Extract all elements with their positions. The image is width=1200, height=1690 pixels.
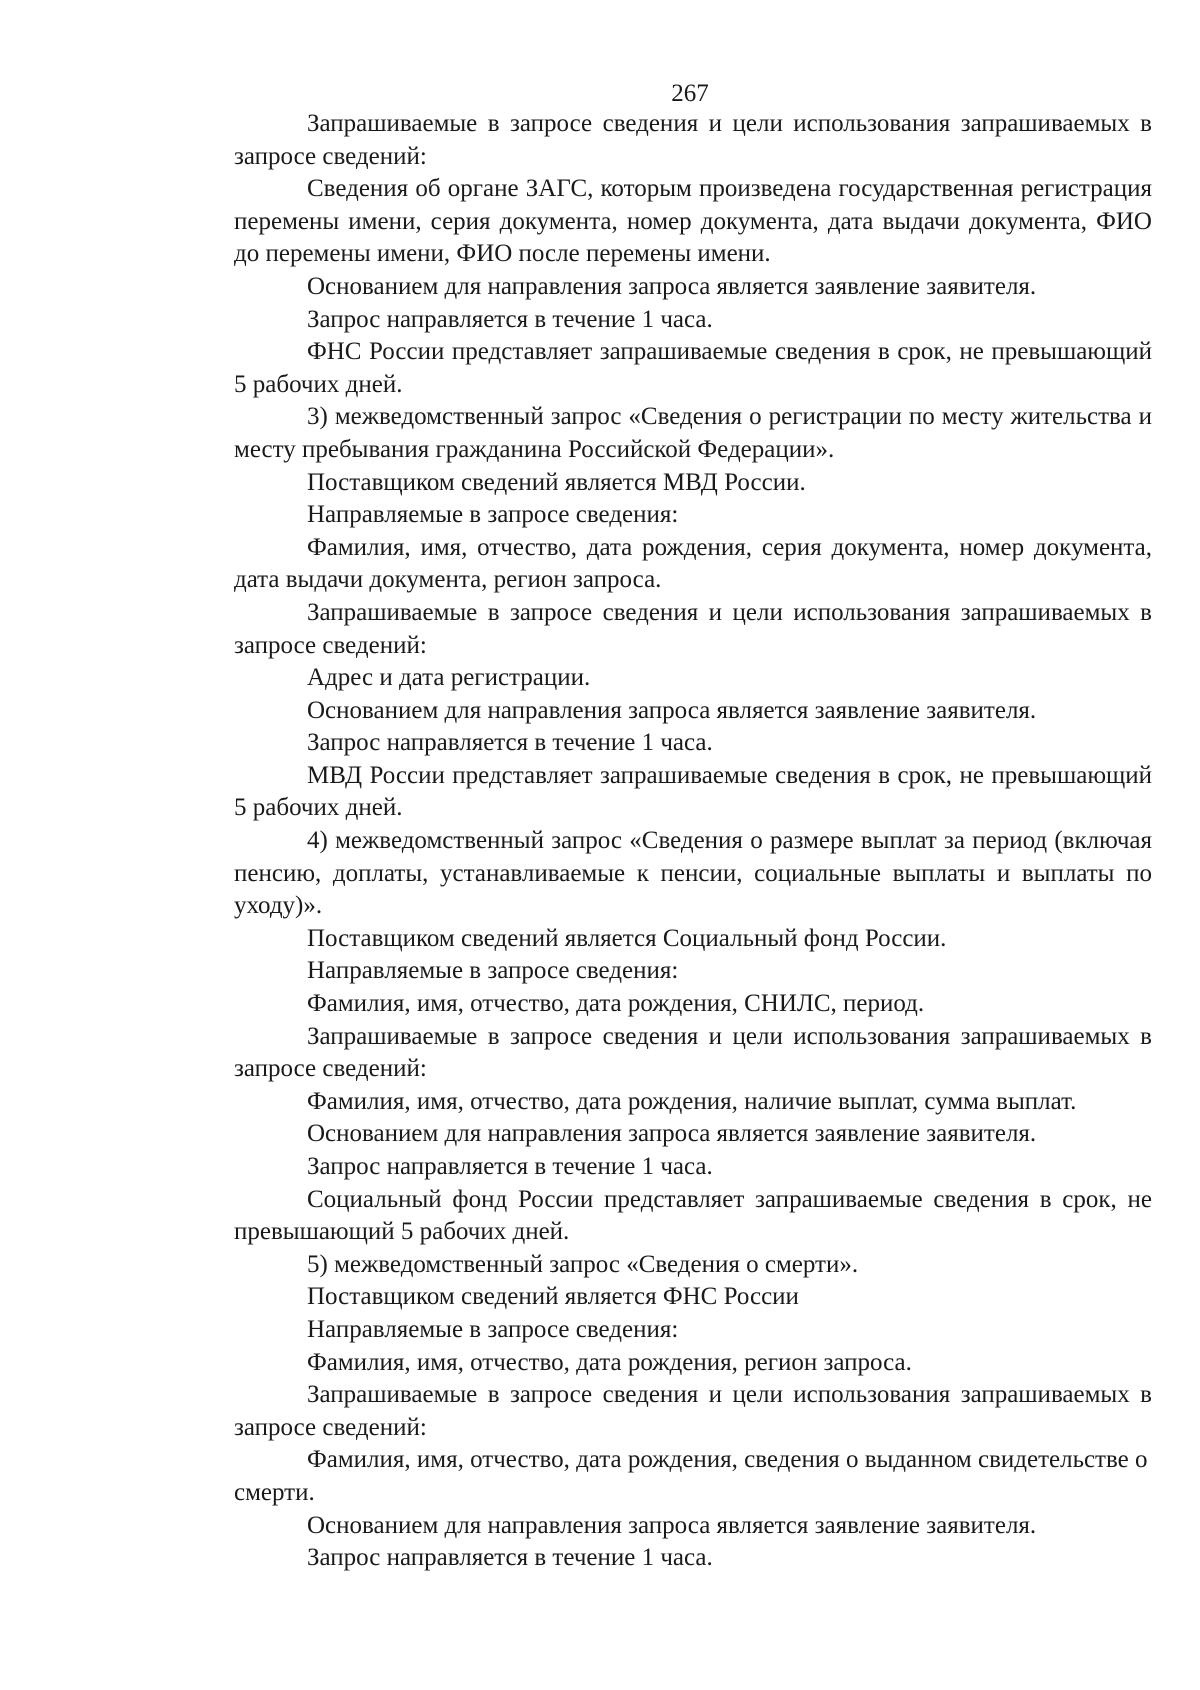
page-number: 267 [671,80,709,107]
paragraph: Основанием для направления запроса является заявление заявителя. [307,696,1037,724]
paragraph: Основанием для направления запроса является заявление заявителя. [307,272,1037,300]
paragraph: 3) межведомственный запрос «Сведения о регистрации по месту жительства и месту пребывания гражданина Российской Федерации». [234,403,1152,463]
paragraph: 4) межведомственный запрос «Сведения о размере выплат за период (включая пенсию, доплаты, устанавливаемые к пенсии, социальные выплаты и выплаты по уходу)». [234,827,1152,920]
paragraph: Основанием для направления запроса является заявление заявителя. [307,1511,1037,1539]
paragraph: Основанием для направления запроса является заявление заявителя. [307,1120,1037,1148]
paragraph: Фамилия, имя, отчество, дата рождения, регион запроса. [307,1348,912,1376]
paragraph: Запрашиваемые в запросе сведения и цели использования запрашиваемых в запросе сведений: [234,598,1152,659]
paragraph: 5) межведомственный запрос «Сведения о смерти». [307,1250,859,1278]
paragraph: Запрос направляется в течение 1 часа. [307,729,713,757]
paragraph: Запрашиваемые в запросе сведения и цели использования запрашиваемых в запросе сведений: [234,1381,1152,1441]
paragraph: Поставщиком сведений является ФНС России [307,1283,799,1311]
paragraph: ФНС России представляет запрашиваемые сведения в срок, не превышающий 5 рабочих дней. [234,338,1152,398]
paragraph: Фамилия, имя, отчество, дата рождения, серия документа, номер документа, дата выдачи документа, регион запроса. [234,533,1152,594]
document-body [234,108,1152,1575]
paragraph: Социальный фонд России представляет запрашиваемые сведения в срок, не превышающий 5 рабочих дней. [234,1185,1152,1246]
paragraph: Направляемые в запросе сведения: [307,501,679,529]
paragraph: Поставщиком сведений является Социальный фонд России. [307,924,947,952]
paragraph: Сведения об органе ЗАГС, которым произведена государственная регистрация перемены имени, серия документа, номер документа, дата выдачи документа, ФИО до перемены имени, ФИО после перемены имени. [234,175,1152,268]
paragraph: Направляемые в запросе сведения: [307,1315,679,1343]
paragraph: Адрес и дата регистрации. [307,664,591,692]
paragraph: Направляемые в запросе сведения: [307,957,679,985]
paragraph: Фамилия, имя, отчество, дата рождения, наличие выплат, сумма выплат. [307,1087,1077,1115]
paragraph: Запрос направляется в течение 1 часа. [307,305,713,333]
paragraph: Запрашиваемые в запросе сведения и цели использования запрашиваемых в запросе сведений: [234,110,1152,170]
paragraph: Запрашиваемые в запросе сведения и цели использования запрашиваемых в запросе сведений: [234,1022,1152,1083]
paragraph: Поставщиком сведений является МВД России. [307,468,806,496]
paragraph: Запрос направляется в течение 1 часа. [307,1153,713,1180]
paragraph: Фамилия, имя, отчество, дата рождения, СНИЛС, период. [307,990,925,1018]
paragraph: Фамилия, имя, отчество, дата рождения, сведения о выданном свидетельстве о смерти. [234,1446,1148,1506]
paragraph: МВД России представляет запрашиваемые сведения в срок, не превышающий 5 рабочих дней. [234,761,1152,822]
paragraph: Запрос направляется в течение 1 часа. [307,1544,713,1572]
